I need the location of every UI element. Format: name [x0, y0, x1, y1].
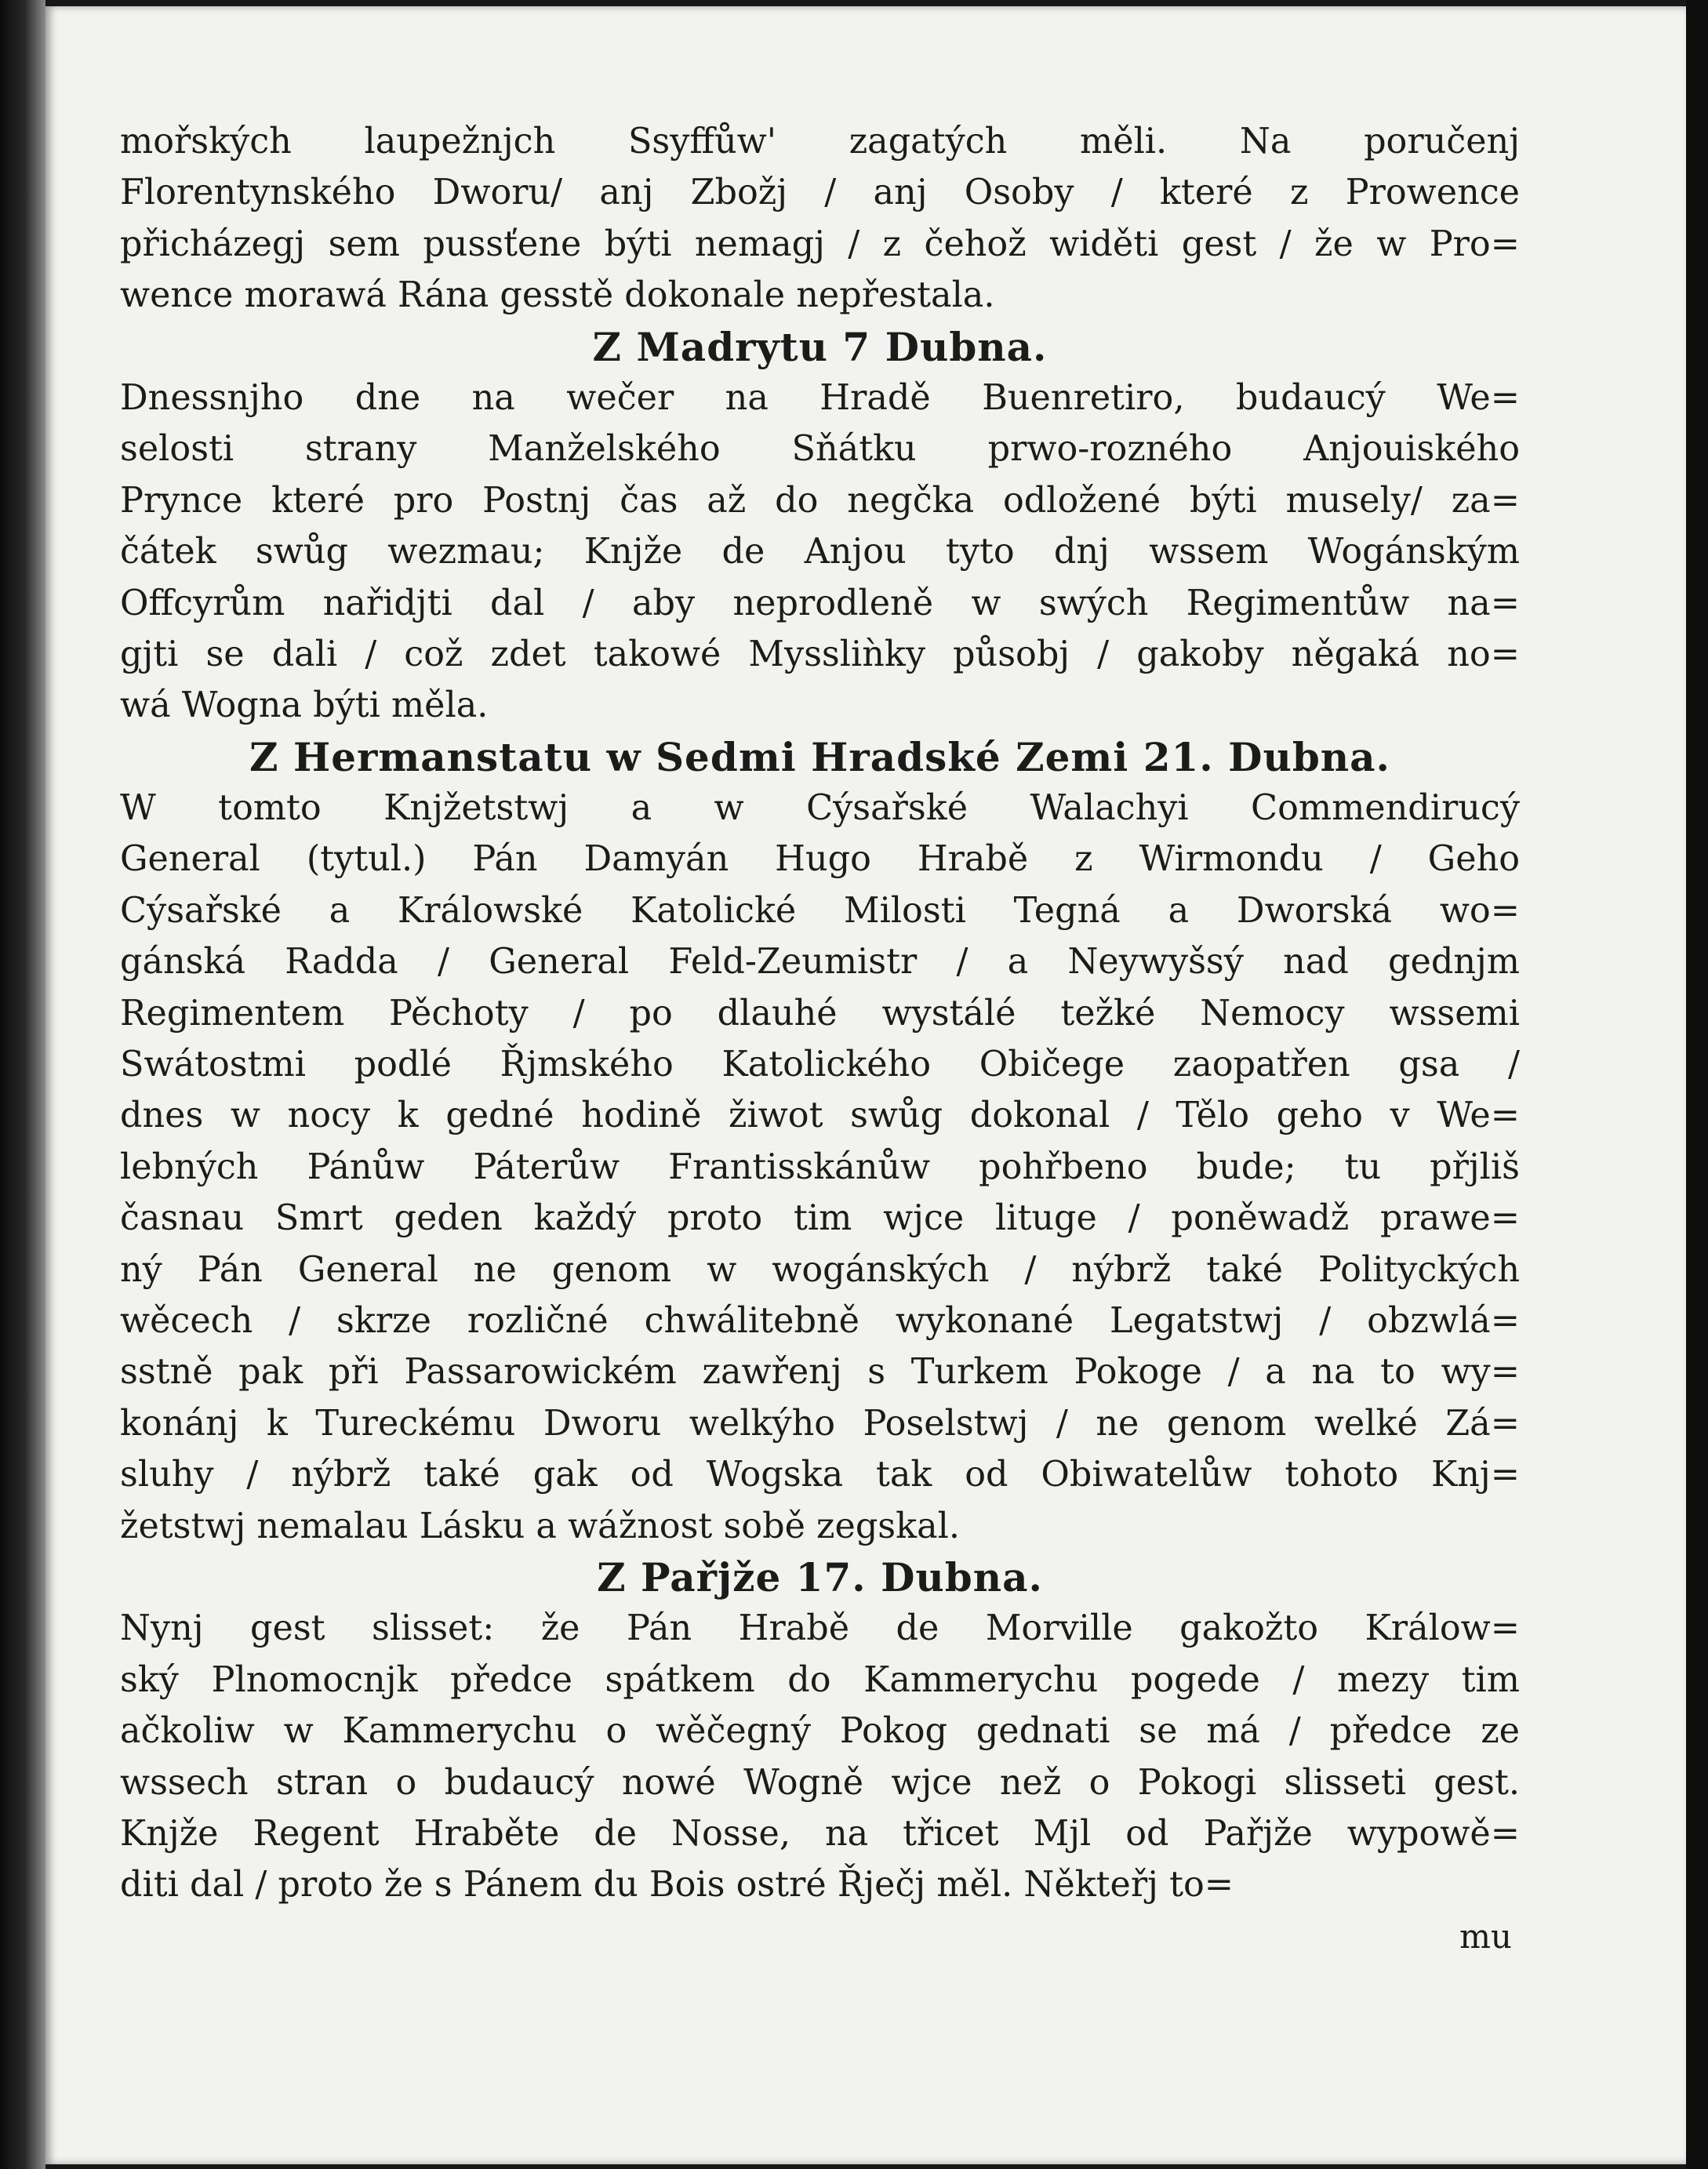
- text-line: čátek swůg wezmau; Knjže de Anjou tyto dnj wssem Wogánským: [120, 532, 1520, 572]
- catchword: mu: [1459, 1916, 1512, 1956]
- paragraph: [120, 116, 1520, 322]
- paragraph: [120, 783, 1520, 1552]
- text-line: Nynj gest slisset: že Pán Hrabě de Morville gakožto Králow=: [120, 1608, 1520, 1649]
- text-line: Knjže Regent Hraběte de Nosse, na třicet Mjl od Pařjže wypowě=: [120, 1813, 1520, 1854]
- text-line: wěcech / skrze rozličné chwálitebně wykonané Legatstwj / obzwlá=: [120, 1300, 1520, 1341]
- text-line: mořských laupežnjch Ssyffůw' zagatých měli. Na poručenj: [120, 122, 1520, 162]
- text-line: General (tytul.) Pán Damyán Hugo Hrabě z Wirmondu / Geho: [120, 839, 1520, 880]
- text-line: Cýsařské a Králowské Katolické Milosti Tegná a Dworská wo=: [120, 890, 1520, 931]
- text-line: časnau Smrt geden každý proto tim wjce lituge / poněwadž prawe=: [120, 1198, 1520, 1239]
- text-line: sluhy / nýbrž také gak od Wogska tak od Obiwatelůw tohoto Knj=: [120, 1455, 1520, 1495]
- text-line: gjti se dali / což zdet takowé Myssliǹky působj / gakoby něgaká no=: [120, 634, 1520, 674]
- text-line: Florentynského Dworu/ anj Zbožj / anj Osoby / které z Prowence: [120, 173, 1520, 213]
- text-line: Swátostmi podlé Řjmského Katolického Običege zaopatřen gsa /: [120, 1045, 1520, 1085]
- text-line: W tomto Knjžetstwj a w Cýsařské Walachyi Commendirucý: [120, 788, 1520, 829]
- text-line: selosti strany Manželského Sňátku prwo-rozného Anjouiského: [120, 429, 1520, 470]
- text-line: ačkoliw w Kammerychu o wěčegný Pokog gednati se má / předce ze: [120, 1711, 1520, 1752]
- page-text: [120, 116, 1520, 1962]
- text-line: lebných Pánůw Páterůw Frantisskánůw pohřbeno bude; tu přjliš: [120, 1146, 1520, 1187]
- paragraph: [120, 1603, 1520, 1910]
- paragraph: [120, 372, 1520, 732]
- text-line: wssech stran o budaucý nowé Wogně wjce než o Pokogi slisseti gest.: [120, 1762, 1520, 1803]
- text-line: gánská Radda / General Feld-Zeumistr / a Neywyšsý nad gednjm: [120, 942, 1520, 983]
- text-line: Offcyrům nařidjti dal / aby neprodleně w swých Regimentůw na=: [120, 583, 1520, 623]
- text-line: sstně pak při Passarowickém zawřenj s Turkem Pokoge / a na to wy=: [120, 1352, 1520, 1393]
- text-line: žetstwj nemalau Lásku a wážnost sobě zegskal.: [120, 1506, 961, 1546]
- text-line: dnes w nocy k gedné hodině žiwot swůg dokonal / Tělo geho v We=: [120, 1095, 1520, 1136]
- section-heading: Z Pařjže 17. Dubna.: [597, 1553, 1043, 1600]
- section-heading: Z Madrytu 7 Dubna.: [592, 323, 1048, 370]
- text-line: konánj k Tureckému Dworu welkýho Poselstwj / ne genom welké Zá=: [120, 1403, 1520, 1444]
- text-line: ný Pán General ne genom w wogánských / nýbrž také Polityckých: [120, 1249, 1520, 1290]
- text-line: wá Wogna býti měla.: [120, 685, 489, 726]
- text-line: ský Plnomocnjk předce spátkem do Kammerychu pogede / mezy tim: [120, 1659, 1520, 1700]
- text-line: Regimentem Pěchoty / po dlauhé wystálé težké Nemocy wssemi: [120, 993, 1520, 1034]
- text-line: Prynce které pro Postnj čas až do negčka odložené býti musely/ za=: [120, 480, 1520, 521]
- text-line: wence morawá Rána gesstě dokonale nepřestala.: [120, 275, 995, 316]
- text-line: diti dal / proto že s Pánem du Bois ostré Řječj měl. Někteřj to=: [120, 1865, 1234, 1906]
- book-page: [45, 6, 1686, 2164]
- section-heading: Z Hermanstatu w Sedmi Hradské Zemi 21. Dubna.: [249, 733, 1390, 780]
- scan-right-edge: [1686, 0, 1708, 2169]
- text-line: přicházegj sem pussťene býti nemagj / z čehož widěti gest / že w Pro=: [120, 223, 1520, 264]
- text-line: Dnessnjho dne na wečer na Hradě Buenretiro, budaucý We=: [120, 377, 1520, 418]
- book-spine-edge: [0, 0, 45, 2169]
